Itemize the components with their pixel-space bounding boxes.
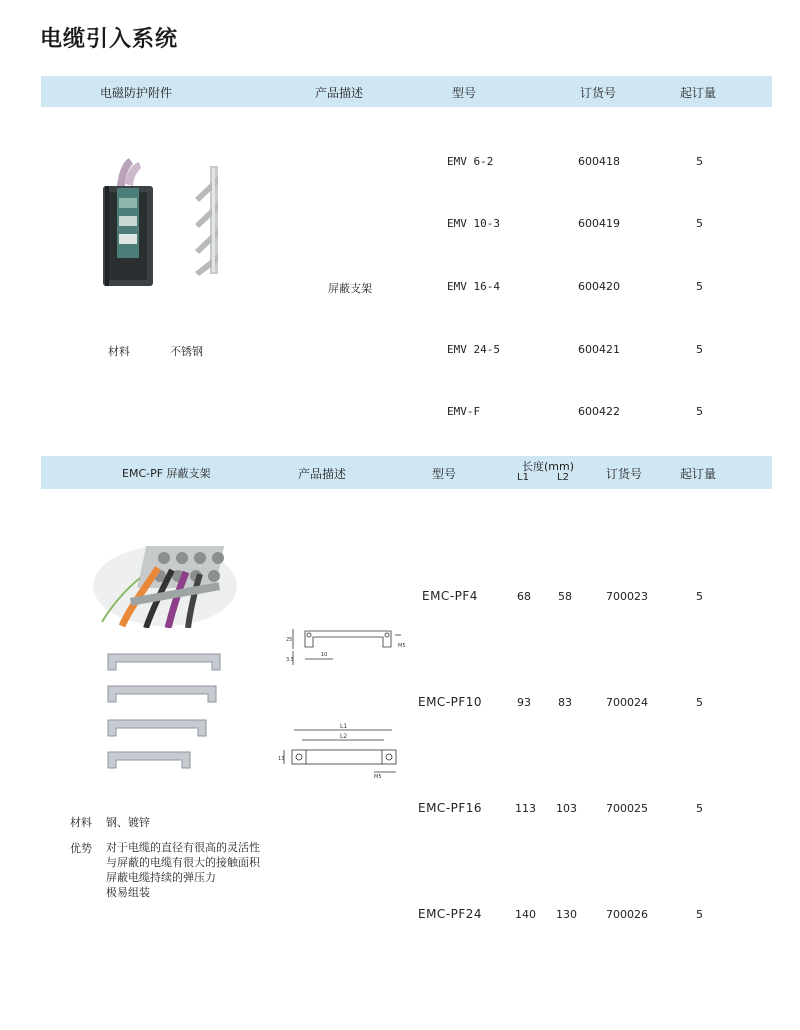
emc-pf-installed-photo (90, 528, 240, 628)
section1-row-model: EMV 10-3 (447, 217, 500, 230)
section2-header-product: EMC-PF 屏蔽支架 (122, 467, 211, 480)
section2-row-l2: 103 (556, 802, 577, 815)
section2-row-l1: 93 (517, 696, 531, 709)
section1-row-model: EMV 24-5 (447, 343, 500, 356)
drawing2-l2: L2 (340, 733, 348, 740)
section2-row-l1: 113 (515, 802, 536, 815)
section1-header-accessory: 电磁防护附件 (100, 86, 173, 100)
advantage-item: 屏蔽电缆持续的弹压力 (106, 871, 216, 884)
section2-row-order: 700023 (606, 590, 648, 603)
section2-material-value: 钢、镀锌 (106, 816, 150, 829)
section2-row-l1: 68 (517, 590, 531, 603)
section2-row-order: 700025 (606, 802, 648, 815)
technical-drawing-side (285, 625, 410, 670)
section1-row-model: EMV 6-2 (447, 155, 494, 168)
section2-header-model: 型号 (432, 467, 457, 481)
section2-header-desc: 产品描述 (298, 467, 347, 481)
section2-row-order: 700026 (606, 908, 648, 921)
section2-row-l2: 83 (558, 696, 572, 709)
technical-drawing-top (278, 720, 408, 780)
advantage-item: 极易组装 (106, 886, 150, 899)
advantage-item: 与屏蔽的电缆有很大的接触面积 (106, 856, 260, 869)
section1-header-desc: 产品描述 (315, 86, 364, 100)
section2-row-qty: 5 (696, 590, 703, 603)
section2-row-model: EMC-PF24 (418, 907, 483, 921)
drawing2-hole: M5 (374, 774, 382, 780)
section1-header-qty: 起订量 (680, 86, 717, 100)
section1-header-model: 型号 (452, 86, 477, 100)
section2-row-model: EMC-PF16 (418, 801, 483, 815)
section1-row-qty: 5 (696, 155, 703, 168)
emv-bracket-photo (195, 166, 218, 276)
section1-row-order: 600419 (578, 217, 620, 230)
section2-row-qty: 5 (696, 802, 703, 815)
section2-row-model: EMC-PF10 (418, 695, 483, 709)
section2-header-l2: L2 (557, 472, 569, 483)
section1-row-order: 600418 (578, 155, 620, 168)
advantage-item: 对于电缆的直径有很高的灵活性 (106, 841, 260, 854)
page-title: 电缆引入系统 (40, 27, 179, 52)
section2-material-label: 材料 (70, 816, 92, 829)
drawing1-dim-bottom: 10 (321, 652, 328, 658)
section2-header-order: 订货号 (606, 467, 643, 481)
drawing1-dim-top: 25 (286, 637, 293, 643)
section1-row-model: EMV-F (447, 405, 481, 418)
section1-row-qty: 5 (696, 280, 703, 293)
section2-row-model: EMC-PF4 (422, 589, 478, 603)
section1-description: 屏蔽支架 (328, 282, 372, 295)
section1-header-order: 订货号 (580, 86, 617, 100)
emv-housing-photo (103, 158, 153, 286)
drawing2-l1: L1 (340, 723, 348, 730)
section2-row-l2: 130 (556, 908, 577, 921)
section1-row-order: 600420 (578, 280, 620, 293)
drawing1-hole: M5 (398, 643, 406, 649)
section1-row-qty: 5 (696, 405, 703, 418)
section1-row-qty: 5 (696, 343, 703, 356)
section2-advantage-label: 优势 (70, 842, 92, 855)
section1-row-order: 600421 (578, 343, 620, 356)
section1-material-label: 材料 (108, 345, 130, 358)
section1-row-model: EMV 16-4 (447, 280, 500, 293)
emv-product-image (95, 158, 255, 290)
section2-row-l2: 58 (558, 590, 572, 603)
section2-header-length: 长度(mm) (522, 460, 575, 473)
section2-row-qty: 5 (696, 696, 703, 709)
emc-pf-brackets-image (98, 648, 233, 778)
section1-row-qty: 5 (696, 217, 703, 230)
drawing2-side: 13 (278, 756, 285, 762)
section1-material-value: 不锈钢 (170, 345, 203, 358)
drawing1-dim-side: 3.5 (286, 657, 294, 663)
section1-row-order: 600422 (578, 405, 620, 418)
section2-row-qty: 5 (696, 908, 703, 921)
section2-header-qty: 起订量 (680, 467, 717, 481)
section2-header-l1: L1 (517, 472, 529, 483)
section2-row-l1: 140 (515, 908, 536, 921)
section2-row-order: 700024 (606, 696, 648, 709)
